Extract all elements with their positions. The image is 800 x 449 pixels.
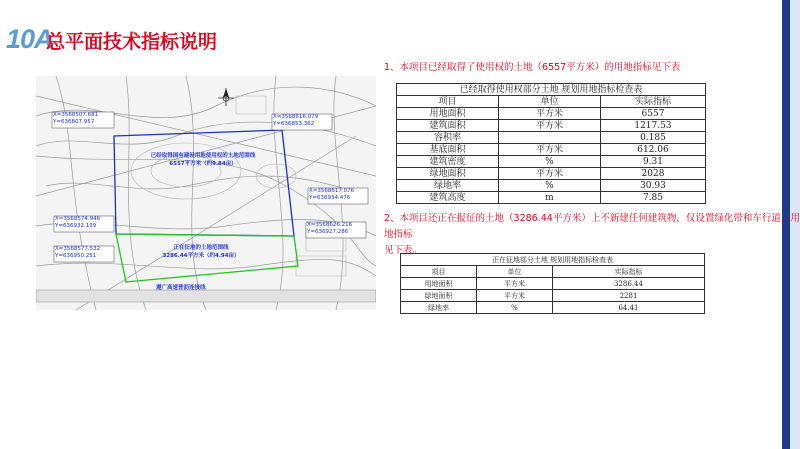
table-row bbox=[397, 132, 706, 144]
table-cell: % bbox=[477, 302, 553, 314]
road-label: 遵广高速普沥连接线 bbox=[156, 285, 206, 291]
table-cell: 1217.53 bbox=[600, 120, 705, 132]
table-cell: 绿地面积 bbox=[401, 290, 477, 302]
table-cell: 0.185 bbox=[600, 132, 705, 144]
table-row bbox=[401, 278, 705, 290]
table-cell: 9.31 bbox=[600, 156, 705, 168]
table-cell: 建筑高度 bbox=[397, 192, 499, 204]
table-cell: 平方米 bbox=[498, 168, 600, 180]
table-row bbox=[401, 302, 705, 314]
table-cell: 3286.44 bbox=[553, 278, 705, 290]
table-cell: 用地面积 bbox=[397, 108, 499, 120]
table-cell: 6557 bbox=[600, 108, 705, 120]
table-row bbox=[397, 144, 706, 156]
table-cell: 绿地面积 bbox=[397, 168, 499, 180]
page-title: 总平面技术指标说明 bbox=[46, 31, 218, 53]
table-cell: 2028 bbox=[600, 168, 705, 180]
table-caption: 已经取得使用权部分土地 规划用地指标检查表 bbox=[397, 84, 706, 96]
table-cell: 30.93 bbox=[600, 180, 705, 192]
table-cell: 612.06 bbox=[600, 144, 705, 156]
section-badge: 10A bbox=[6, 24, 53, 54]
road-band bbox=[36, 290, 376, 302]
table-cell: 容积率 bbox=[397, 132, 499, 144]
coord-label: Y=636934.476 bbox=[309, 195, 351, 201]
table-header: 单位 bbox=[498, 96, 600, 108]
table-cell: 64.41 bbox=[553, 302, 705, 314]
note-1: 1、本项目已经取得了使用权的土地（6557平方米）的用地指标见下表 bbox=[384, 62, 681, 73]
table-row bbox=[397, 120, 706, 132]
coord-label: X=3568616.079 bbox=[273, 114, 319, 120]
table-cell: 7.85 bbox=[600, 192, 705, 204]
coord-label: Y=636932.139 bbox=[55, 223, 97, 229]
table-header: 实际指标 bbox=[553, 266, 705, 278]
table-pending-land bbox=[400, 253, 705, 314]
table-cell: 绿地率 bbox=[401, 302, 477, 314]
table-cell: % bbox=[498, 180, 600, 192]
table-header: 项目 bbox=[397, 96, 499, 108]
table-cell: 2281 bbox=[553, 290, 705, 302]
table-row bbox=[397, 180, 706, 192]
coord-label: X=3568574.946 bbox=[55, 216, 101, 222]
table-cell: 用地面积 bbox=[401, 278, 477, 290]
table-cell: 平方米 bbox=[477, 278, 553, 290]
table-cell: 平方米 bbox=[498, 144, 600, 156]
coord-label: X=3568626.216 bbox=[307, 222, 353, 228]
table-row bbox=[397, 168, 706, 180]
table-row bbox=[397, 192, 706, 204]
coord-label: Y=636927.286 bbox=[307, 229, 349, 235]
note-2-line-2: 见下表。 bbox=[384, 245, 423, 256]
site-plan-map bbox=[36, 76, 376, 310]
acquired-land-boundary bbox=[114, 130, 294, 236]
table-header: 实际指标 bbox=[600, 96, 705, 108]
table-acquired-land bbox=[396, 83, 706, 204]
table-cell: 基底面积 bbox=[397, 144, 499, 156]
pending-land-area: 3286.44平方米（约4.94亩） bbox=[162, 253, 240, 259]
coord-label: X=3568617.076 bbox=[309, 188, 355, 194]
table-cell: 绿地率 bbox=[397, 180, 499, 192]
coord-label: Y=636807.957 bbox=[53, 119, 95, 125]
table-row bbox=[397, 108, 706, 120]
pending-land-label: 正在征地的土地范围线 bbox=[173, 245, 229, 251]
table-header: 项目 bbox=[401, 266, 477, 278]
table-row bbox=[397, 156, 706, 168]
acquired-land-label: 已经取得国有建设用地使用权的土地范围线 bbox=[150, 153, 256, 159]
coord-label: Y=636853.362 bbox=[273, 121, 315, 127]
coord-label: X=3568507.681 bbox=[53, 112, 99, 118]
table-cell: % bbox=[498, 156, 600, 168]
note-2 bbox=[384, 211, 800, 259]
table-cell: 平方米 bbox=[477, 290, 553, 302]
table-row bbox=[401, 290, 705, 302]
table-cell: m bbox=[498, 192, 600, 204]
table-cell bbox=[498, 132, 600, 144]
table-header: 单位 bbox=[477, 266, 553, 278]
acquired-land-area: 6557平方米（约9.84亩） bbox=[169, 161, 237, 167]
coord-label: X=3568577.532 bbox=[55, 246, 101, 252]
table-cell: 建筑面积 bbox=[397, 120, 499, 132]
table-cell: 平方米 bbox=[498, 120, 600, 132]
coord-label: Y=636950.251 bbox=[55, 253, 97, 259]
table-caption: 正在征地部分土地 规划用地指标检查表 bbox=[401, 254, 705, 266]
table-cell: 平方米 bbox=[498, 108, 600, 120]
table-cell: 建筑密度 bbox=[397, 156, 499, 168]
north-arrow-icon bbox=[218, 88, 234, 106]
note-2-line-1: 2、本项目还正在报征的土地（3286.44平方米）上不新建任何建筑物，仅设置绿化带和车行道，用地指标 bbox=[384, 213, 800, 240]
